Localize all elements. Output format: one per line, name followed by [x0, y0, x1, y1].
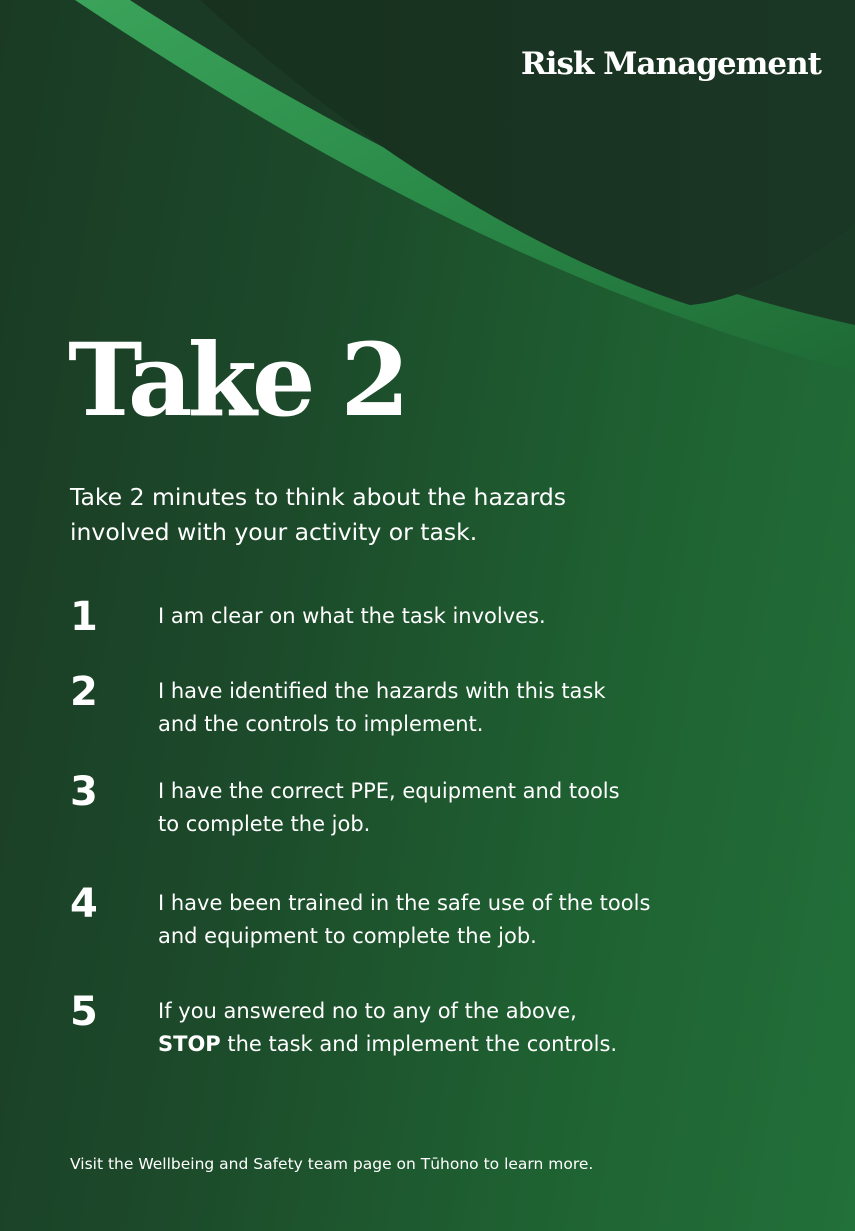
step-text-line-2: and the controls to implement.	[158, 712, 484, 736]
step-text	[158, 675, 758, 741]
step-text	[158, 887, 758, 953]
step-text-line-2: to complete the job.	[158, 812, 371, 836]
step-text-line-1: I am clear on what the task involves.	[158, 604, 546, 628]
step-text	[158, 600, 758, 633]
step-number: 1	[70, 594, 98, 640]
step-text-line-1: I have the correct PPE, equipment and tools	[158, 779, 620, 803]
step-text-line-1: I have identified the hazards with this task	[158, 679, 606, 703]
step-text-line-2	[158, 1028, 758, 1061]
step-text-line-1: I have been trained in the safe use of the tools	[158, 891, 651, 915]
step-number: 3	[70, 769, 98, 815]
page-title: Take 2	[68, 321, 405, 439]
intro-text	[70, 480, 710, 550]
stop-emphasis: STOP	[158, 1032, 221, 1056]
step-text	[158, 995, 758, 1061]
footer-note: Visit the Wellbeing and Safety team page on Tūhono to learn more.	[70, 1155, 594, 1173]
header-title: Risk Management	[520, 46, 821, 82]
intro-line-2: involved with your activity or task.	[70, 518, 478, 546]
step-number: 4	[70, 881, 98, 927]
step-number: 2	[70, 669, 98, 715]
step-text-line-2-rest: the task and implement the controls.	[220, 1032, 618, 1056]
step-text	[158, 775, 758, 841]
step-text-line-2: and equipment to complete the job.	[158, 924, 537, 948]
step-text-line-1: If you answered no to any of the above,	[158, 999, 577, 1023]
intro-line-1: Take 2 minutes to think about the hazards	[70, 483, 567, 511]
step-number: 5	[70, 989, 98, 1035]
